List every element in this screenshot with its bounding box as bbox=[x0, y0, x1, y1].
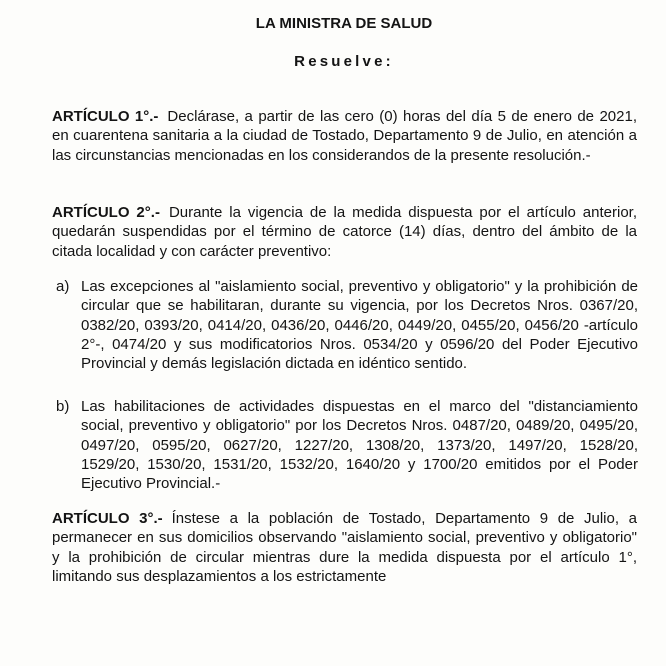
article-2 bbox=[52, 203, 637, 261]
article-2-label: ARTÍCULO 2°.- bbox=[52, 204, 160, 221]
resuelve-heading: Resuelve: bbox=[294, 53, 394, 70]
article-2-item-a bbox=[56, 277, 638, 373]
article-1 bbox=[52, 107, 637, 165]
article-3-label: ARTÍCULO 3°.- bbox=[52, 510, 163, 527]
article-3 bbox=[52, 509, 637, 586]
article-2-item-b bbox=[56, 397, 638, 493]
item-a-marker: a) bbox=[56, 278, 70, 295]
article-3-text: Ínstese a la población de Tostado, Departamento 9 de Julio, a permanecer en sus domicilios observando "aislamiento social, preventivo y obligatorio" y la prohibición de circular mientras dure la medida dispuesta por el artículo 1°, limitando sus desplazamientos a los estrictamente bbox=[52, 510, 637, 585]
item-a-text: Las excepciones al "aislamiento social, preventivo y obligatorio" y la prohibición de circular que se habilitaran, durante su vigencia, por los Decretos Nros. 0367/20, 0382/20, 0393/20, 0414/20, 0436/20, 0446/20, 0449/20, 0455/20, 0456/20 -artículo 2°-, 0474/20 y sus modificatorios Nros. 0534/20 y 0596/20 del Poder Ejecutivo Provincial y demás legislación dictada en idéntico sentido. bbox=[81, 278, 638, 373]
article-1-text: Declárase, a partir de las cero (0) horas del día 5 de enero de 2021, en cuarentena sanitaria a la ciudad de Tostado, Departamento 9 de Julio, en atención a las circunstancias mencionadas en los considerandos de la presente resolución.- bbox=[52, 108, 637, 164]
item-b-text: Las habilitaciones de actividades dispuestas en el marco del "distanciamiento social, preventivo y obligatorio" por los Decretos Nros. 0487/20, 0489/20, 0495/20, 0497/20, 0595/20, 0627/20, 1227/20, 1308/20, 1373/20, 1497/20, 1528/20, 1529/20, 1530/20, 1531/20, 1532/20, 1640/20 y 1700/20 emitidos por el Poder Ejecutivo Provincial.- bbox=[81, 398, 638, 493]
article-2-text: Durante la vigencia de la medida dispuesta por el artículo anterior, quedarán suspendidas por el término de catorce (14) días, dentro del ámbito de la citada localidad y con carácter preventivo: bbox=[52, 204, 637, 260]
article-1-label: ARTÍCULO 1°.- bbox=[52, 108, 159, 125]
document-title: LA MINISTRA DE SALUD bbox=[255, 15, 433, 32]
item-b-marker: b) bbox=[56, 398, 70, 415]
